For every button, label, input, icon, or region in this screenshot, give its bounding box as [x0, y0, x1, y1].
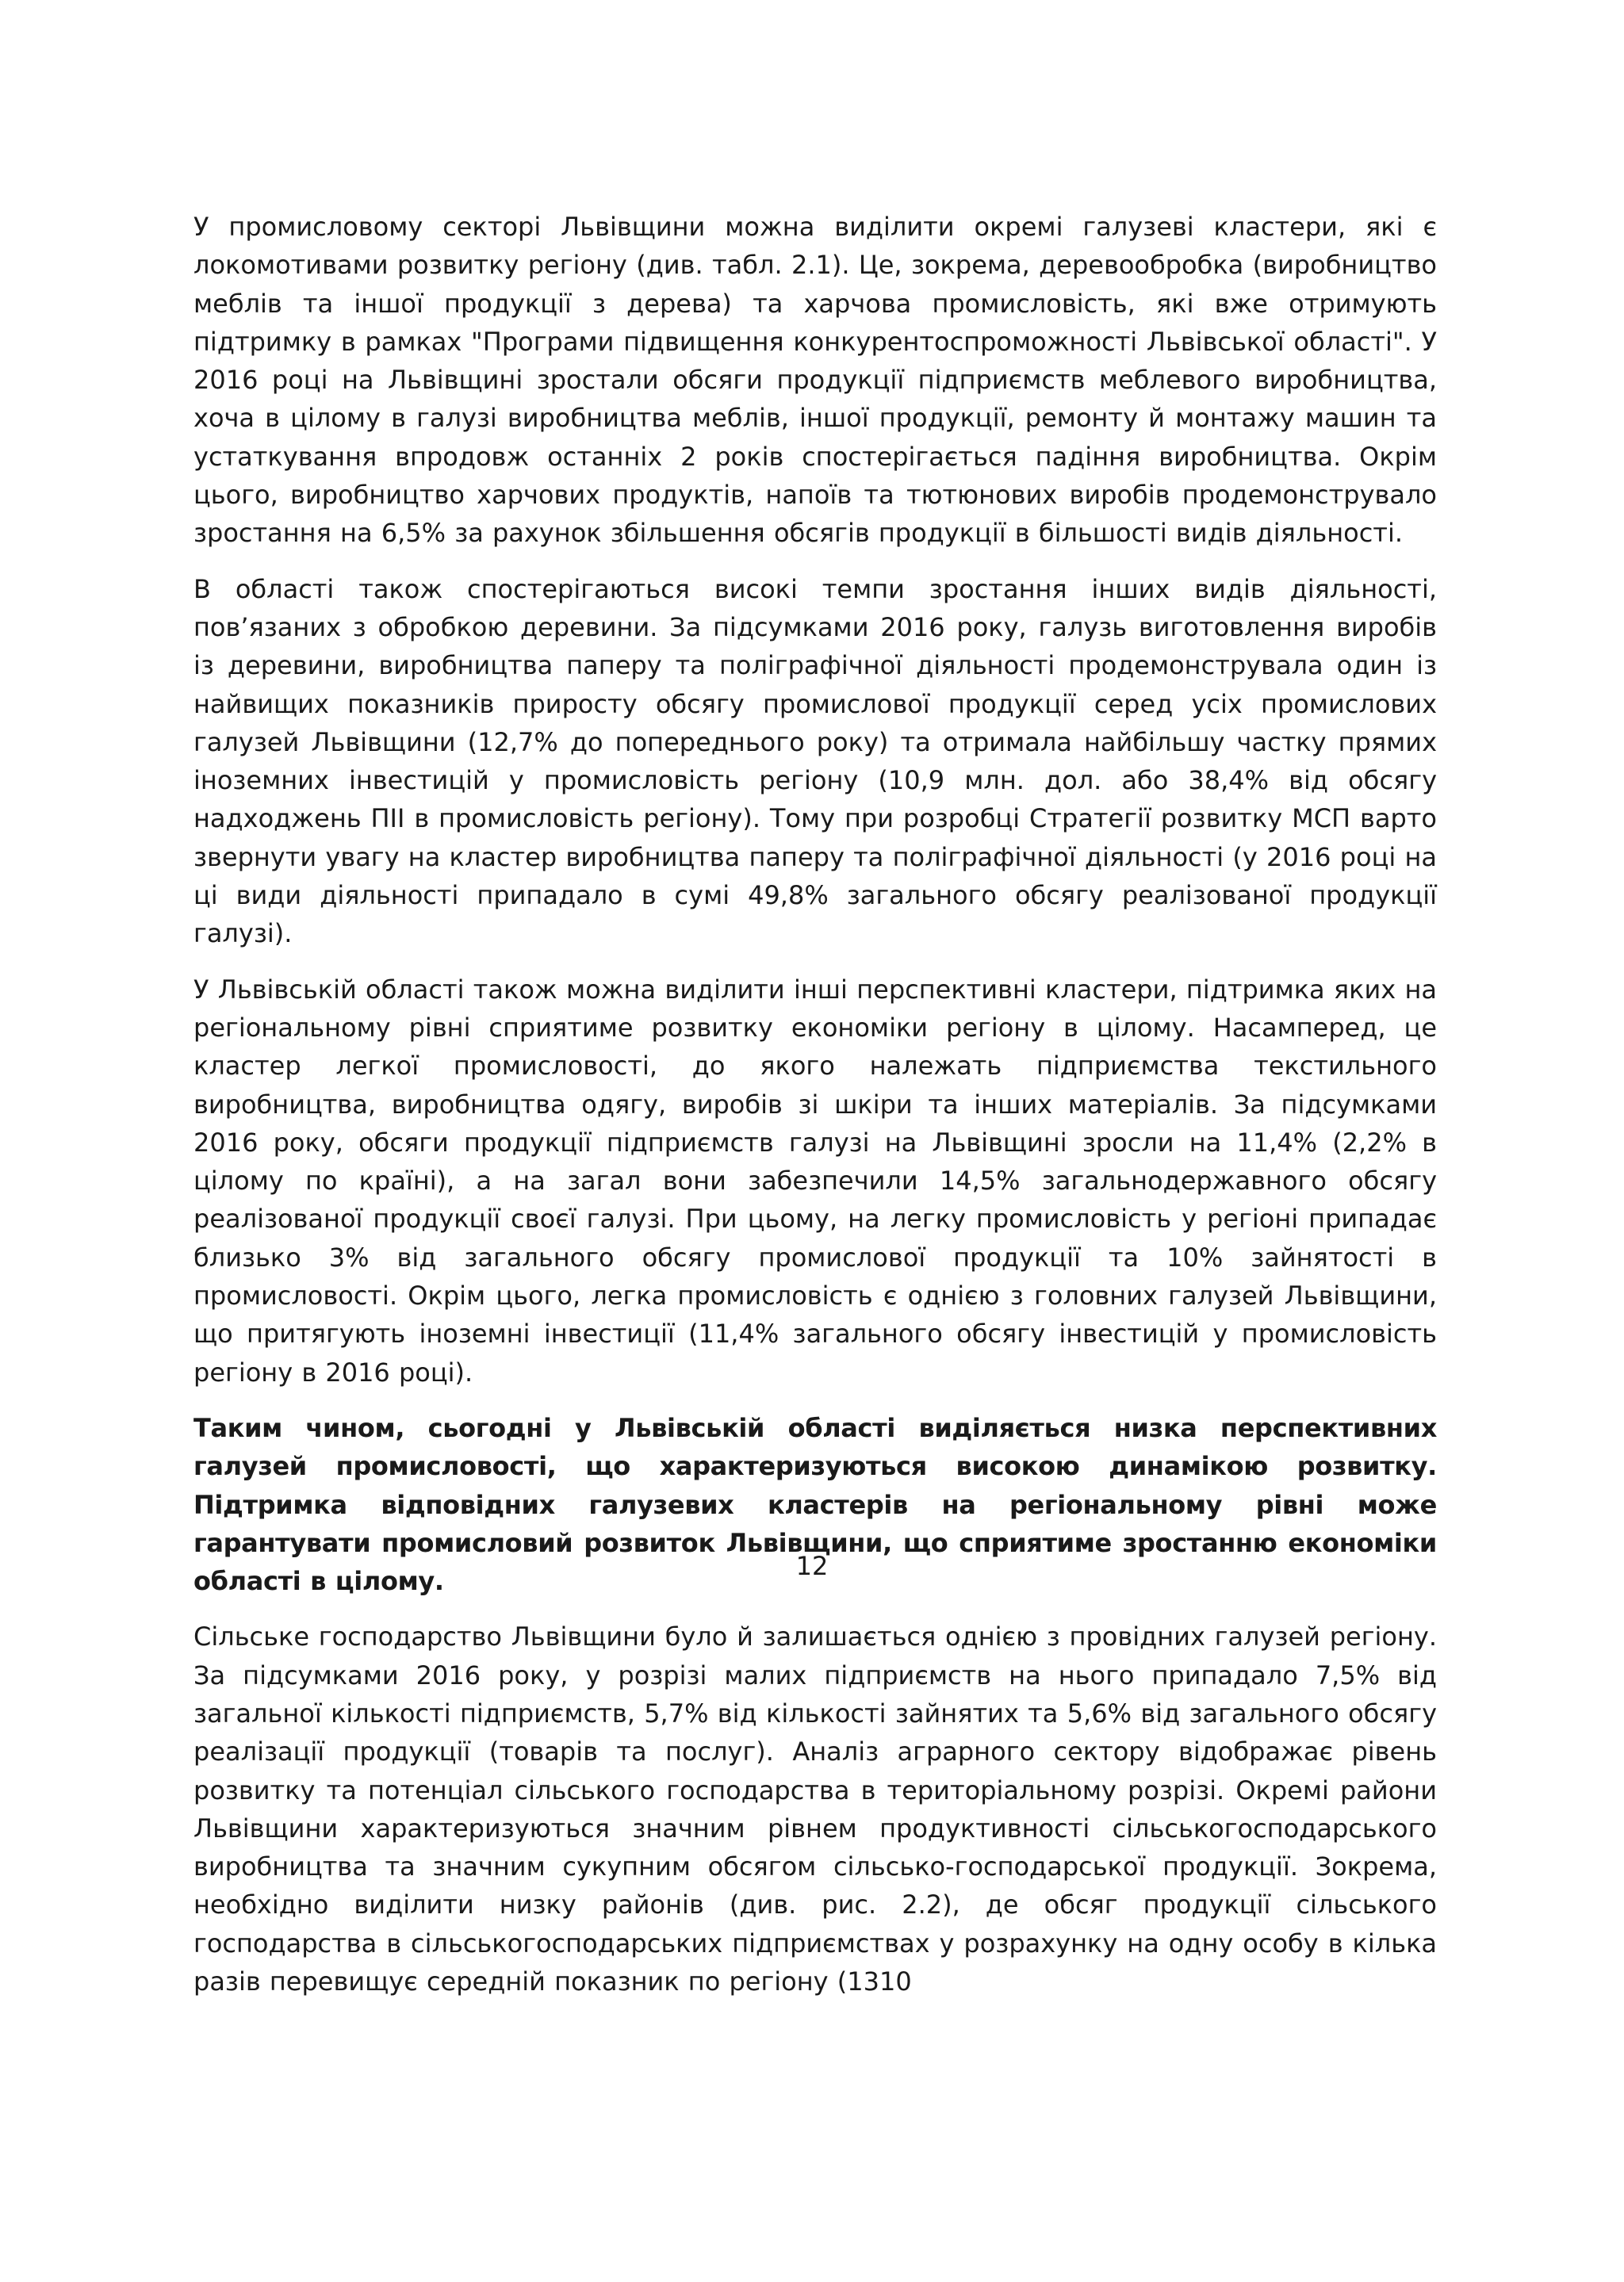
paragraph-industrial-clusters: У промисловому секторі Львівщини можна виділити окремі галузеві кластери, які є локомотивами розвитку регіону (див. табл. 2.1). Це, зокрема, деревообробка (виробництво меблів та іншої продукції з дерева) та харчова промисловість, які вже отримують підтримку в рамках "Програми підвищення конкурентоспроможності Львівської області". У 2016 році на Львівщині зростали обсяги продукції підприємств меблевого виробництва, хоча в цілому в галузі виробництва меблів, іншої продукції, ремонту й монтажу машин та устаткування впродовж останніх 2 років спостерігається падіння виробництва. Окрім цього, виробництво харчових продуктів, напоїв та тютюнових виробів продемонструвало зростання на 6,5% за рахунок збільшення обсягів продукції в більшості видів діяльності. [193, 212, 1437, 549]
paragraph-woodworking-growth: В області також спостерігаються високі темпи зростання інших видів діяльності, пов’язаних з обробкою деревини. За підсумками 2016 року, галузь виготовлення виробів із деревини, виробництва паперу та поліграфічної діяльності продемонструвала один із найвищих показників приросту обсягу промислової продукції серед усіх промислових галузей Львівщини (12,7% до попереднього року) та отримала найбільшу частку прямих іноземних інвестицій у промисловість регіону (10,9 млн. дол. або 38,4% від обсягу надходжень ПІІ в промисловість регіону). Тому при розробці Стратегії розвитку МСП варто звернути увагу на кластер виробництва паперу та поліграфічної діяльності (у 2016 році на ці види діяльності припадало в сумі 49,8% загального обсягу реалізованої продукції галузі). [193, 573, 1437, 949]
paragraph-agriculture: Сільське господарство Львівщини було й залишається однією з провідних галузей регіону. За підсумками 2016 року, у розрізі малих підприємств на нього припадало 7,5% від загальної кількості підприємств, 5,7% від кількості зайнятих та 5,6% від загального обсягу реалізації продукції (товарів та послуг). Аналіз аграрного сектору відображає рівень розвитку та потенціал сільського господарства в територіальному розрізі. Окремі райони Львівщини характеризуються значним рівнем продуктивності сільськогосподарського виробництва та значним сукупним обсягом сільсько-господарської продукції. Зокрема, необхідно виділити низку районів (див. рис. 2.2), де обсяг продукції сільського господарства в сільськогосподарських підприємствах у розрахунку на одну особу в кілька разів перевищує середній показник по регіону (1310 [193, 1622, 1437, 1997]
paragraph-conclusion: Таким чином, сьогодні у Львівській області виділяється низка перспективних галузей промисловості, що характеризуються високою динамікою розвитку. Підтримка відповідних галузевих кластерів на регіональному рівні може гарантувати промисловий розвиток Львівщини, що сприятиме зростанню економіки області в цілому. [193, 1412, 1437, 1597]
document-body [193, 208, 1437, 2018]
page-number: 12 [795, 1551, 829, 1581]
paragraph-light-industry: У Львівській області також можна виділити інші перспективні кластери, підтримка яких на регіональному рівні сприятиме розвитку економіки регіону в цілому. Насамперед, це кластер легкої промисловості, до якого належать підприємства текстильного виробництва, виробництва одягу, виробів зі шкіри та інших матеріалів. За підсумками 2016 року, обсяги продукції підприємств галузі на Львівщині зросли на 11,4% (2,2% в цілому по країні), а на загал вони забезпечили 14,5% загальнодержавного обсягу реалізованої продукції своєї галузі. При цьому, на легку промисловість у регіоні припадає близько 3% від загального обсягу промислової продукції та 10% зайнятості в промисловості. Окрім цього, легка промисловість є однією з головних галузей Львівщини, що притягують іноземні інвестиції (11,4% загального обсягу інвестицій у промисловість регіону в 2016 році). [193, 974, 1437, 1388]
